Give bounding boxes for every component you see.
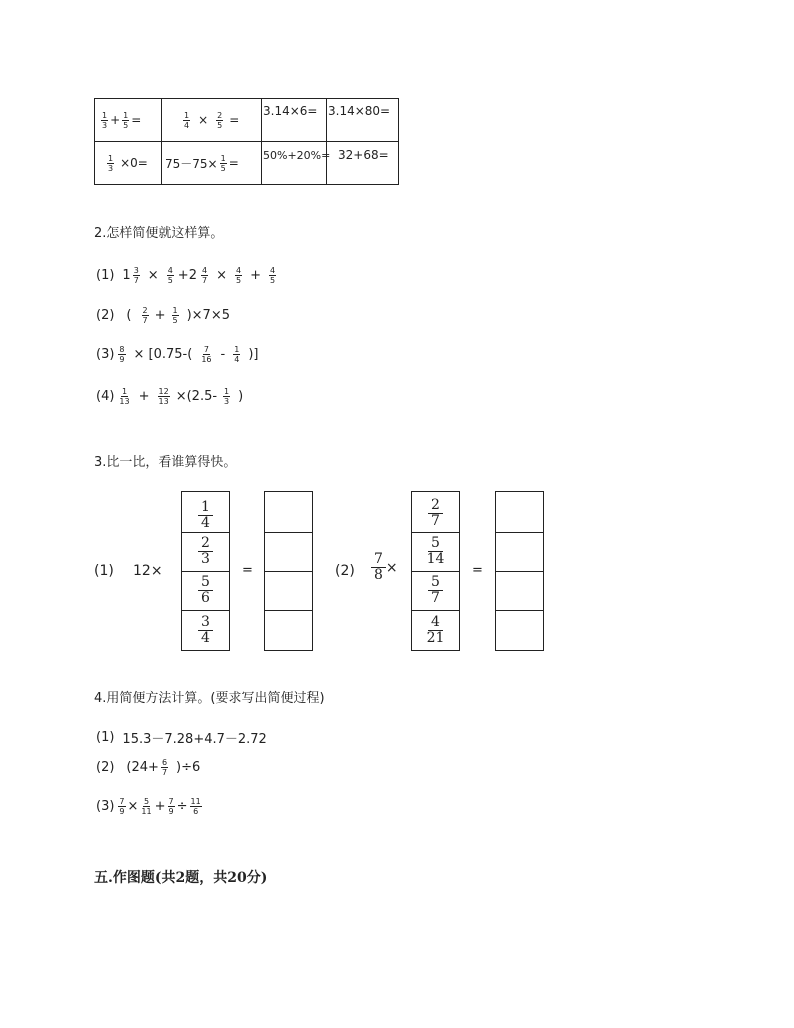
- column-divider: [496, 532, 543, 533]
- calc-table: [94, 98, 399, 185]
- q3-p2-answer-column[interactable]: [495, 491, 544, 651]
- q2-problem-1: (1) 1 $\frac{3}{7}$ × $\frac{4}{5}$ +2 $\frac{4}{7}$ × $\frac{4}{5}$ + $\frac{4}{5}$: [96, 266, 276, 285]
- q4-problem-2: (2) (24+ $\frac{6}{7}$ )÷6: [96, 758, 201, 777]
- q3-p1-equals: =: [242, 563, 253, 578]
- table-cell-r1c3: 3.14×6=: [263, 104, 318, 118]
- table-cell-r2c1: $\frac{1}{3}$ ×0=: [108, 153, 148, 173]
- q4-problem-1: (1) 15.3－7.28+4.7－2.72: [96, 730, 267, 747]
- q3-p2-fraction-2: $\frac{5}{14}$: [426, 535, 445, 567]
- q3-p2-multiplier: $\frac{7}{8}$ ×: [371, 552, 398, 583]
- table-cell-r2c4: 32+68=: [338, 148, 389, 162]
- column-divider: [265, 532, 312, 533]
- table-cell-r1c4: 3.14×80=: [328, 104, 391, 118]
- q2-problem-3: (3) $\frac{8}{9}$ × [0.75-( $\frac{7}{16}$ - $\frac{1}{4}$ )]: [96, 345, 259, 364]
- q3-p2-label: (2): [335, 563, 355, 579]
- q3-p1-fraction-3: $\frac{5}{6}$: [182, 575, 229, 606]
- table-cell-r2c3: 50%+20%=: [263, 148, 331, 162]
- column-divider: [265, 571, 312, 572]
- q3-p2-fraction-1: $\frac{2}{7}$: [412, 498, 459, 529]
- column-divider: [265, 610, 312, 611]
- q3-p2-fraction-4: $\frac{4}{21}$: [426, 614, 445, 646]
- q3-p2-fraction-3: $\frac{5}{7}$: [412, 575, 459, 606]
- table-cell-r1c2: $\frac{1}{4}$ × $\frac{2}{5}$ =: [184, 110, 240, 130]
- q2-title: 2.怎样简便就这样算。: [94, 226, 224, 241]
- table-cell-r1c1: $\frac{1}{3}$ + $\frac{1}{5}$ =: [102, 110, 142, 130]
- q3-p1-label: (1): [94, 563, 114, 579]
- q3-p1-multiplier: 12×: [133, 563, 163, 579]
- q3-p1-fraction-1: $\frac{1}{4}$: [182, 500, 229, 531]
- q2-problem-2: (2) ( $\frac{2}{7}$ + $\frac{1}{5}$ )×7×5: [96, 306, 230, 325]
- column-divider: [182, 571, 229, 572]
- table-cell-r2c2: 75－75× $\frac{1}{5}$ =: [165, 153, 239, 173]
- column-divider: [412, 532, 459, 533]
- column-divider: [496, 610, 543, 611]
- column-divider: [182, 610, 229, 611]
- q3-p2-equals: =: [472, 563, 483, 578]
- column-divider: [182, 532, 229, 533]
- q3-p1-fraction-2: $\frac{2}{3}$: [182, 536, 229, 567]
- column-divider: [412, 610, 459, 611]
- q3-p2-fraction-column: [411, 491, 460, 651]
- column-divider: [496, 571, 543, 572]
- q3-p1-answer-column[interactable]: [264, 491, 313, 651]
- q3-p1-fraction-4: $\frac{3}{4}$: [182, 615, 229, 646]
- section5-heading: 五.作图题(共2题，共20分): [94, 870, 268, 886]
- q2-problem-4: (4) $\frac{1}{13}$ + $\frac{12}{13}$ ×(2.5- $\frac{1}{3}$ ): [96, 387, 244, 406]
- q3-title: 3.比一比，看谁算得快。: [94, 455, 237, 470]
- q4-title: 4.用简便方法计算。(要求写出简便过程): [94, 691, 325, 706]
- q4-problem-3: (3) $\frac{7}{9}$ × $\frac{5}{11}$ + $\frac{7}{9}$ ÷ $\frac{11}{6}$: [96, 797, 201, 816]
- column-divider: [412, 571, 459, 572]
- q3-p1-fraction-column: [181, 491, 230, 651]
